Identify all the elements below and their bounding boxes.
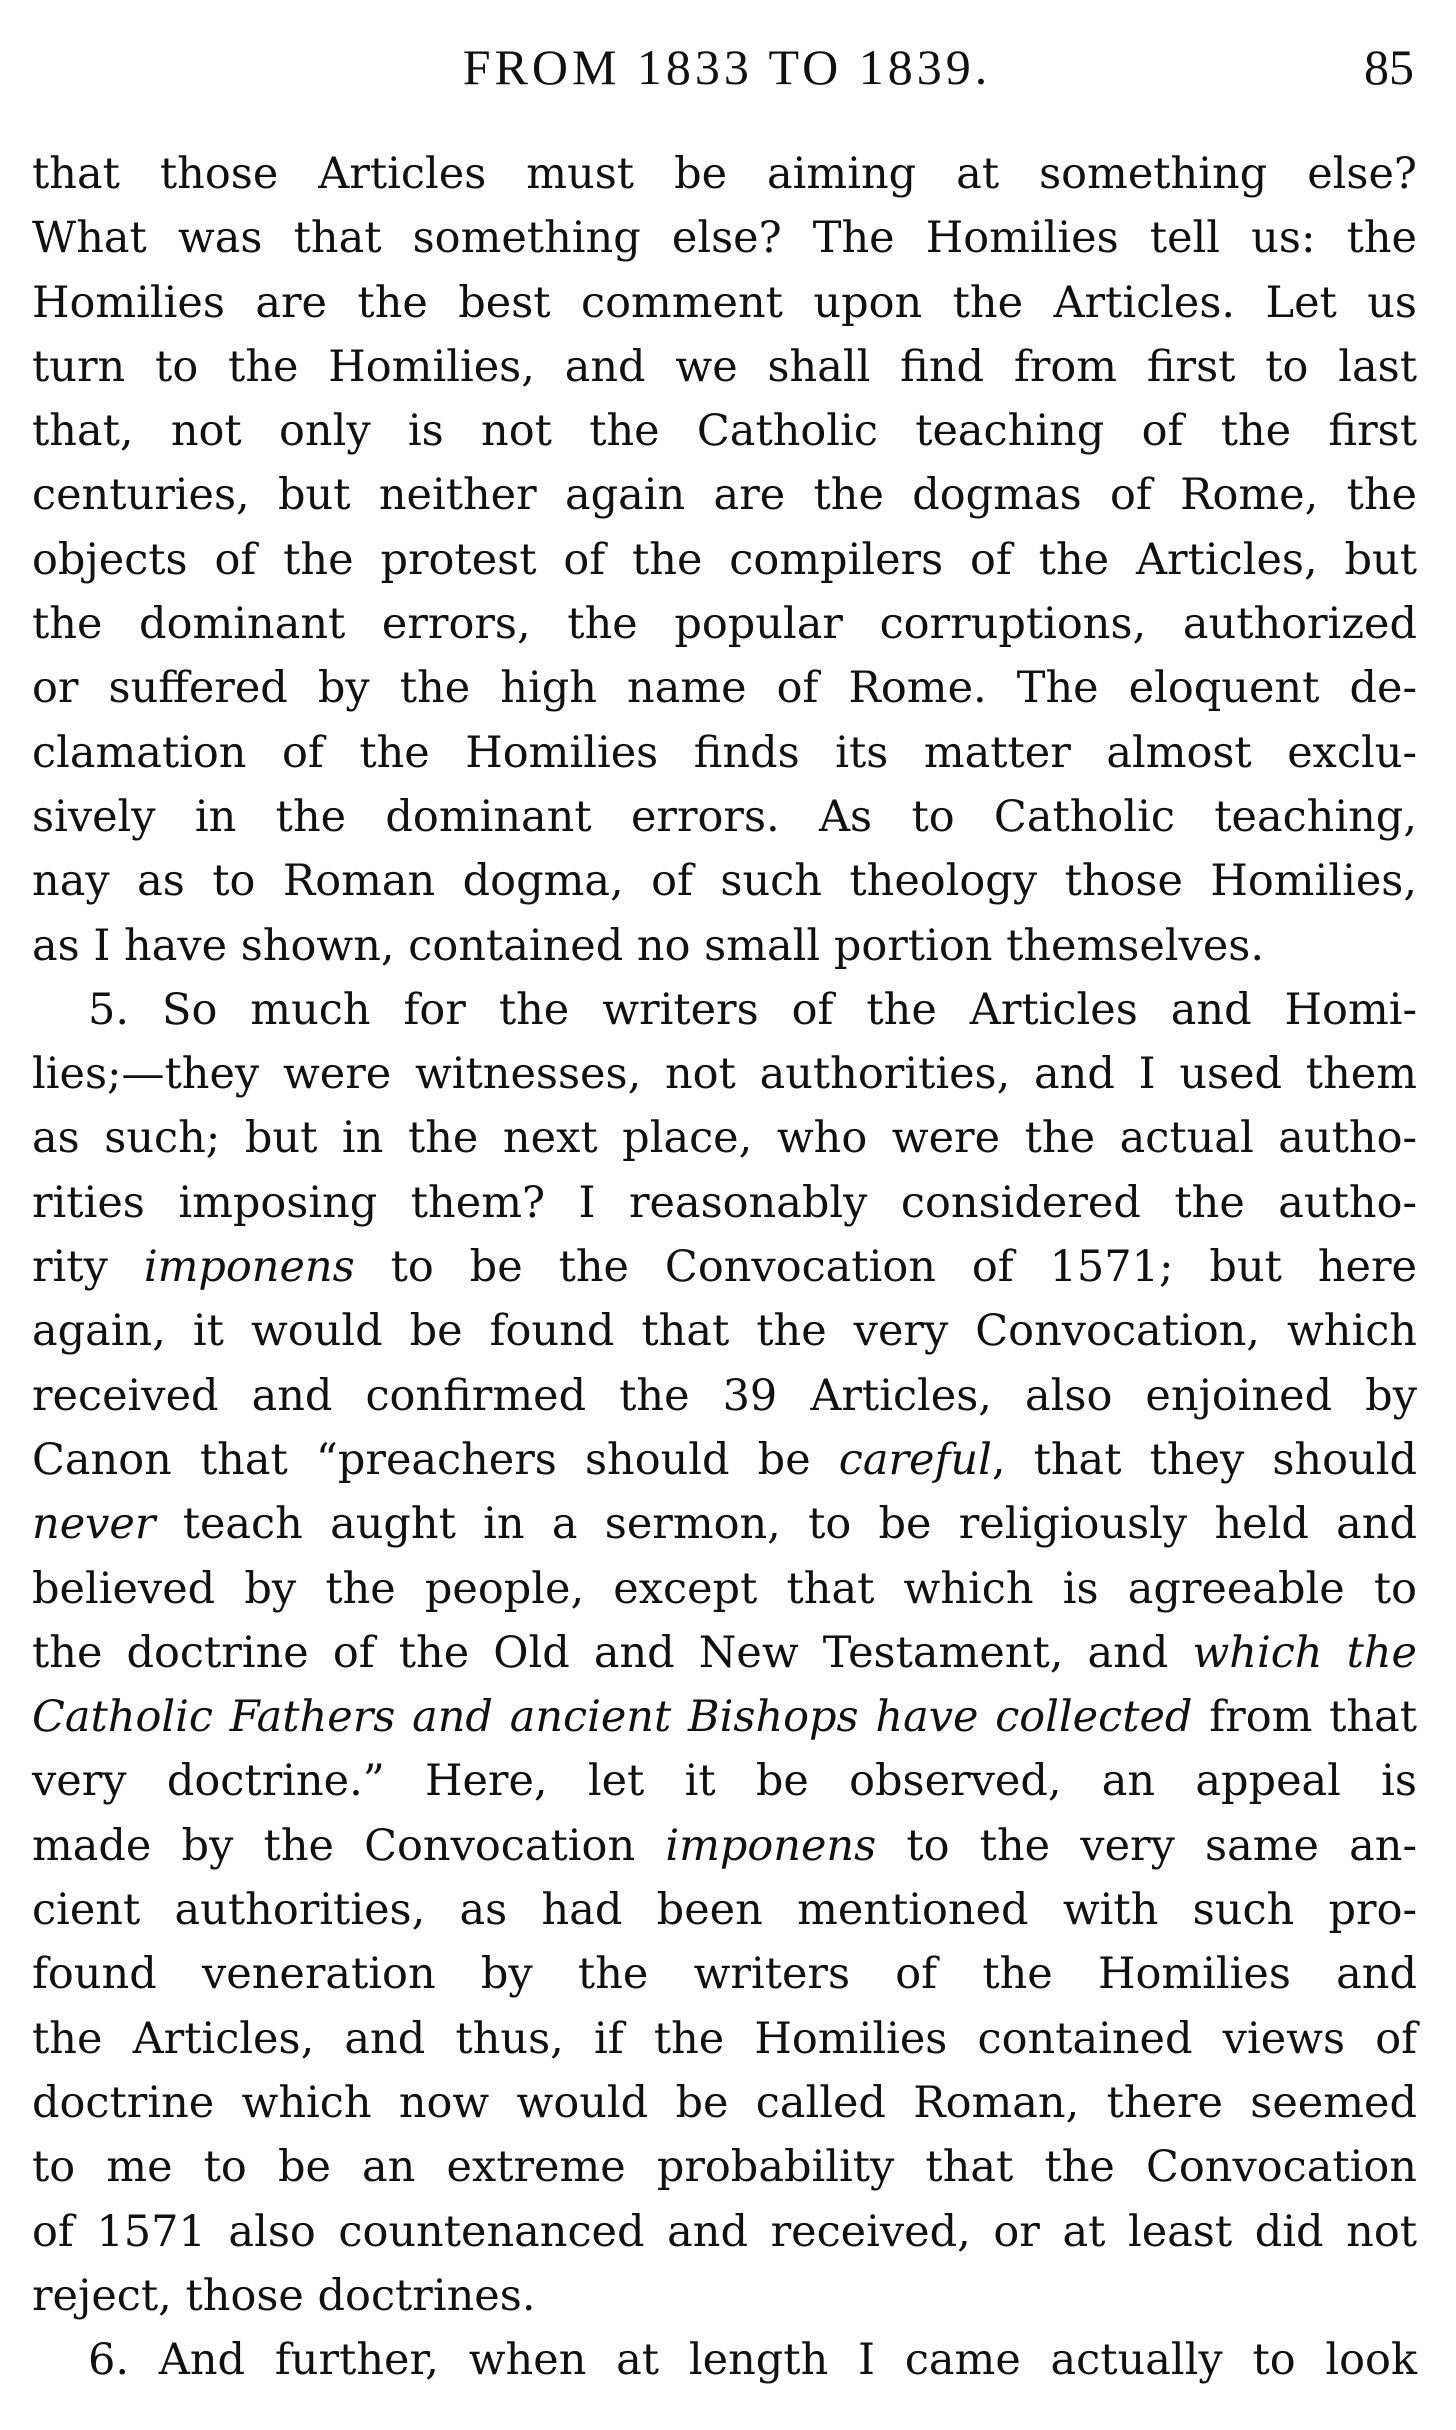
text-segment: rity — [32, 1242, 144, 1293]
running-head — [32, 38, 1422, 108]
text-segment: or suffered by the high name of Rome. The eloquent de- — [32, 663, 1417, 714]
page-number: 85 — [1364, 39, 1414, 95]
text-segment: the doctrine of the Old and New Testament, and — [32, 1627, 1193, 1678]
text-segment: objects of the protest of the compilers of the Articles, but — [32, 534, 1417, 585]
text-segment: as I have shown, contained no small portion themselves. — [32, 920, 1265, 971]
text-segment: as such; but in the next place, who were the actual autho- — [32, 1113, 1417, 1164]
text-segment: lies;—they were witnesses, not authorities, and I used them — [32, 1049, 1417, 1100]
body-text — [32, 142, 1417, 2392]
text-line — [32, 1942, 1417, 2006]
text-line — [32, 1428, 1417, 1492]
text-segment: again, it would be found that the very Convocation, which — [32, 1306, 1417, 1357]
text-segment: that, not only is not the Catholic teaching of the first — [32, 406, 1417, 457]
text-line — [32, 1171, 1417, 1235]
text-segment: 5. So much for the writers of the Articles and Homi- — [88, 984, 1417, 1035]
text-segment: sively in the dominant errors. As to Catholic teaching, — [32, 791, 1417, 842]
italic-segment: imponens — [665, 1820, 877, 1871]
text-segment: to the very same an- — [876, 1820, 1418, 1871]
text-line — [32, 1299, 1417, 1363]
text-segment: the dominant errors, the popular corruptions, authorized — [32, 599, 1417, 650]
text-segment: Canon that “preachers should be — [32, 1434, 839, 1485]
text-line — [32, 1364, 1417, 1428]
italic-segment: Catholic Fathers and ancient Bishops have collected — [32, 1692, 1193, 1743]
text-segment: from that — [1192, 1692, 1417, 1743]
text-segment: rities imposing them? I reasonably considered the autho- — [32, 1177, 1417, 1228]
text-line — [32, 978, 1417, 1042]
text-line — [32, 2200, 1417, 2264]
text-line — [32, 1814, 1417, 1878]
text-line — [32, 1749, 1417, 1813]
text-line — [32, 1042, 1417, 1106]
text-line — [32, 2071, 1417, 2135]
text-line — [32, 849, 1417, 913]
italic-segment: imponens — [143, 1242, 355, 1293]
text-segment: received and confirmed the 39 Articles, also enjoined by — [32, 1370, 1417, 1421]
text-line — [32, 463, 1417, 527]
text-line — [32, 914, 1417, 978]
italic-segment: which the — [1192, 1627, 1417, 1678]
text-line — [32, 1685, 1417, 1749]
text-line — [32, 1235, 1417, 1299]
text-line — [32, 2135, 1417, 2199]
text-segment: doctrine which now would be called Roman, there seemed — [32, 2077, 1417, 2128]
text-segment: believed by the people, except that which is agreeable to — [32, 1563, 1417, 1614]
text-line — [32, 1106, 1417, 1170]
text-segment: Homilies are the best comment upon the Articles. Let us — [32, 277, 1417, 328]
text-line — [32, 528, 1417, 592]
text-segment: the Articles, and thus, if the Homilies contained views of — [32, 2013, 1417, 2064]
text-line — [32, 2007, 1417, 2071]
text-segment: that those Articles must be aiming at something else? — [32, 149, 1417, 199]
text-segment: What was that something else? The Homilies tell us: the — [32, 213, 1417, 264]
text-line — [32, 1878, 1417, 1942]
text-line — [32, 785, 1417, 849]
text-line — [32, 2328, 1417, 2392]
text-line — [32, 721, 1417, 785]
text-line — [32, 206, 1417, 270]
text-segment: to me to be an extreme probability that the Convocation — [32, 2142, 1417, 2193]
text-line — [32, 142, 1417, 206]
text-segment: teach aught in a sermon, to be religiously held and — [155, 1499, 1417, 1550]
text-segment: very doctrine.” Here, let it be observed, an appeal is — [32, 1756, 1417, 1807]
text-segment: of 1571 also countenanced and received, or at least did not — [32, 2206, 1417, 2257]
text-line — [32, 656, 1417, 720]
text-line — [32, 335, 1417, 399]
text-segment: turn to the Homilies, and we shall find from first to last — [32, 341, 1417, 392]
text-segment: nay as to Roman dogma, of such theology those Homilies, — [32, 856, 1417, 907]
text-line — [32, 1557, 1417, 1621]
text-line — [32, 399, 1417, 463]
text-line — [32, 1621, 1417, 1685]
text-segment: clamation of the Homilies finds its matter almost exclu- — [32, 727, 1417, 778]
text-line — [32, 2264, 1417, 2328]
text-line — [32, 271, 1417, 335]
italic-segment: careful — [838, 1434, 992, 1485]
text-segment: , that they should — [991, 1434, 1417, 1485]
text-segment: centuries, but neither again are the dogmas of Rome, the — [32, 470, 1417, 521]
text-line — [32, 592, 1417, 656]
italic-segment: never — [32, 1499, 156, 1550]
text-segment: cient authorities, as had been mentioned with such pro- — [32, 1885, 1417, 1936]
text-segment: 6. And further, when at length I came actually to look — [88, 2335, 1417, 2386]
text-segment: made by the Convocation — [32, 1820, 666, 1871]
text-segment: reject, those doctrines. — [32, 2270, 536, 2321]
text-segment: found veneration by the writers of the Homilies and — [32, 1949, 1417, 2000]
text-line — [32, 1492, 1417, 1556]
running-title: FROM 1833 TO 1839. — [462, 39, 992, 95]
text-segment: to be the Convocation of 1571; but here — [354, 1242, 1417, 1293]
